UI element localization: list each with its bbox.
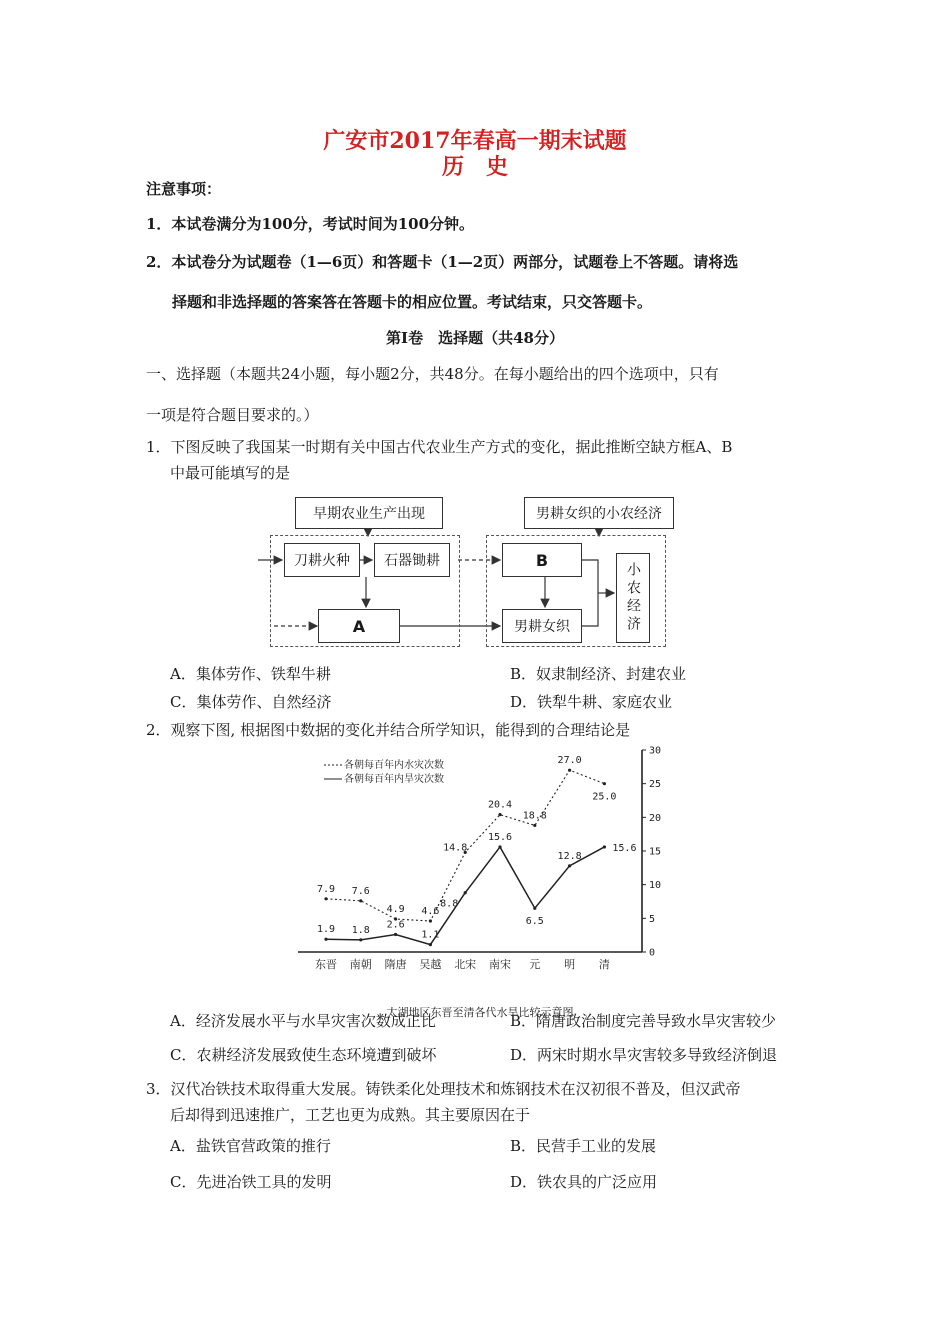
box-b: B <box>502 543 582 577</box>
drought-point <box>568 864 571 867</box>
section-intro-line1: 一、选择题（本题共24小题，每小题2分，共48分。在每小题给出的四个选项中，只有 <box>146 365 719 383</box>
flood-data-label: 4.6 <box>421 906 440 918</box>
note-1: 1．本试卷满分为100分，考试时间为100分钟。 <box>146 215 475 233</box>
x-tick-label: 吴越 <box>419 958 442 971</box>
box-a: A <box>318 609 400 643</box>
x-tick-label: 北宋 <box>454 958 477 971</box>
x-tick-label: 东晋 <box>315 958 337 971</box>
legend-label: 各朝每百年内旱灾次数 <box>344 774 444 785</box>
flood-data-label: 27.0 <box>557 755 582 767</box>
flood-data-label: 18.8 <box>522 810 547 822</box>
left-header-box: 早期农业生产出现 <box>295 497 443 529</box>
q3-option-a: A．盐铁官营政策的推行 <box>170 1137 331 1155</box>
drought-data-label: 1.9 <box>316 924 336 936</box>
q2-option-c: C．农耕经济发展致使生态环境遭到破坏 <box>170 1046 437 1064</box>
q3-stem-line2: 后却得到迅速推广，工艺也更为成熟。其主要原因在于 <box>170 1106 531 1124</box>
box-slash-and-burn: 刀耕火种 <box>284 543 360 577</box>
flood-point <box>359 899 362 902</box>
q2-stem: 2．观察下图, 根据图中数据的变化并结合所学知识，能得到的合理结论是 <box>146 721 631 739</box>
q2-option-a: A．经济发展水平与水旱灾害次数成正比 <box>170 1012 436 1030</box>
notes-heading: 注意事项： <box>146 180 222 198</box>
x-tick-label: 南宋 <box>489 958 511 971</box>
q1-option-b: B．奴隶制经济、封建农业 <box>510 665 687 683</box>
chart-title: 太湖地区东晋至清各代水旱比较示意图 <box>386 1006 574 1019</box>
drought-point <box>603 845 606 848</box>
flow-arrows <box>0 0 950 660</box>
drought-point <box>394 933 397 936</box>
drought-point <box>464 891 467 894</box>
drought-data-label: 2.6 <box>386 919 405 931</box>
q1-option-d: D．铁犁牛耕、家庭农业 <box>510 693 673 711</box>
drought-data-label: 15.6 <box>487 831 513 843</box>
flood-point <box>498 813 501 816</box>
flood-data-label: 14.8 <box>443 842 468 854</box>
flood-point <box>533 824 536 827</box>
y-tick-label: 30 <box>649 745 662 757</box>
q3-option-b: B．民营手工业的发展 <box>510 1137 657 1155</box>
q2-option-d: D．两宋时期水旱灾害较多导致经济倒退 <box>510 1046 778 1064</box>
q2-option-b: B．隋唐政治制度完善导致水旱灾害较少 <box>510 1012 777 1030</box>
flood-data-label: 25.0 <box>592 791 617 803</box>
exam-title: 广安市2017年春高一期末试题 <box>323 128 627 154</box>
q3-option-c: C．先进冶铁工具的发明 <box>170 1173 332 1191</box>
q1-option-c: C．集体劳作、自然经济 <box>170 693 332 711</box>
box-stone-hoe: 石器锄耕 <box>374 543 450 577</box>
note-2-line2: 择题和非选择题的答案答在答题卡的相应位置。考试结束，只交答题卡。 <box>172 293 653 311</box>
box-small-peasant-economy: 小农经济 <box>616 553 650 643</box>
drought-point <box>533 907 536 910</box>
y-tick-label: 10 <box>649 880 662 892</box>
flood-data-label: 7.6 <box>351 885 370 897</box>
x-tick-label: 清 <box>598 958 610 971</box>
section-title: 第Ⅰ卷 选择题（共48分） <box>386 329 564 347</box>
flood-data-label: 20.4 <box>487 799 513 811</box>
flood-point <box>324 897 327 900</box>
q3-option-d: D．铁农具的广泛应用 <box>510 1173 658 1191</box>
q1-option-a: A．集体劳作、铁犁牛耕 <box>170 665 331 683</box>
q1-stem-line1: 1．下图反映了我国某一时期有关中国古代农业生产方式的变化，据此推断空缺方框A、B <box>146 438 733 456</box>
y-tick-label: 5 <box>649 913 656 925</box>
drought-data-label: 1.8 <box>351 924 370 936</box>
x-tick-label: 明 <box>564 958 576 971</box>
q3-stem-line1: 3．汉代冶铁技术取得重大发展。铸铁柔化处理技术和炼钢技术在汉初很不普及，但汉武帝 <box>146 1080 741 1098</box>
drought-data-label: 1.1 <box>421 929 440 941</box>
x-tick-label: 元 <box>529 958 541 971</box>
drought-point <box>359 938 362 941</box>
y-tick-label: 25 <box>649 779 662 791</box>
box-men-farm-women-weave: 男耕女织 <box>502 609 582 643</box>
flood-point <box>429 919 432 922</box>
x-tick-label: 南朝 <box>349 958 372 971</box>
drought-data-label: 8.8 <box>440 898 459 910</box>
drought-data-label: 6.5 <box>525 916 544 928</box>
right-header-box: 男耕女织的小农经济 <box>524 497 674 529</box>
flood-data-label: 7.9 <box>316 883 336 895</box>
legend-label: 各朝每百年内水灾次数 <box>344 760 444 771</box>
note-2-line1: 2．本试卷分为试题卷（1—6页）和答题卡（1—2页）两部分，试题卷上不答题。请将选 <box>146 253 739 271</box>
y-tick-label: 0 <box>649 947 656 959</box>
y-tick-label: 20 <box>649 812 662 824</box>
flood-data-label: 4.9 <box>386 904 405 916</box>
x-tick-label: 隋唐 <box>384 958 407 971</box>
y-tick-label: 15 <box>649 846 662 858</box>
drought-point <box>498 845 501 848</box>
q1-stem-line2: 中最可能填写的是 <box>170 464 291 482</box>
drought-data-label: 12.8 <box>557 850 582 862</box>
exam-subject: 历 史 <box>441 154 508 180</box>
drought-data-label: 15.6 <box>612 842 637 854</box>
drought-point <box>324 938 327 941</box>
drought-point <box>429 943 432 946</box>
flood-drought-chart <box>280 740 680 1010</box>
flood-point <box>568 769 571 772</box>
section-intro-line2: 一项是符合题目要求的。） <box>146 406 319 424</box>
flood-point <box>603 782 606 785</box>
